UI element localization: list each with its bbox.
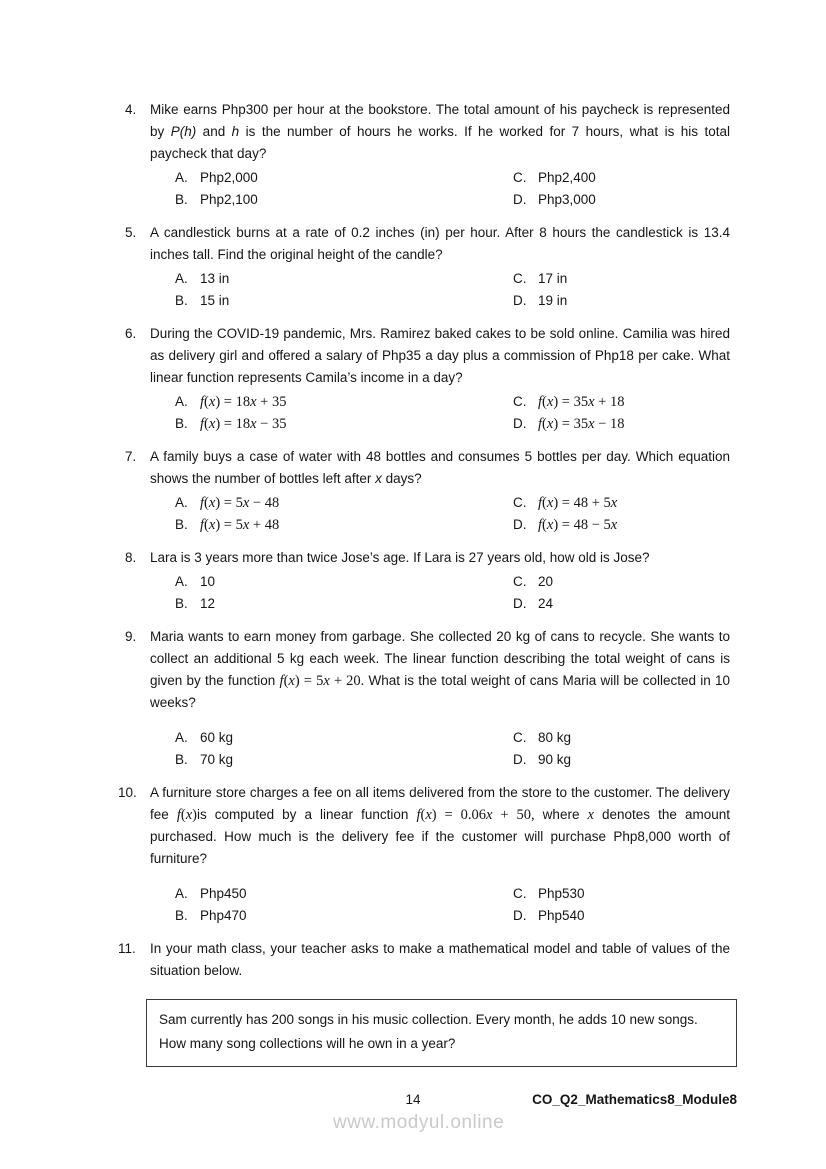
options-row xyxy=(150,727,730,749)
option-letter: C. xyxy=(513,574,527,589)
question-body xyxy=(150,446,730,536)
answer-option xyxy=(175,167,513,189)
option-text: 12 xyxy=(200,596,216,611)
options-row xyxy=(150,883,730,905)
option-text: 15 in xyxy=(200,293,230,308)
option-letter: B. xyxy=(175,908,188,923)
question-text: Mike earns Php300 per hour at the bookstore. The total amount of his paycheck is represented by P(h) and h is the number of hours he works. If he worked for 7 hours, what is his total paycheck that day? xyxy=(150,102,730,161)
question-item xyxy=(118,626,730,771)
question-text: A family buys a case of water with 48 bottles and consumes 5 bottles per day. Which equation shows the number of bottles left after x days? xyxy=(150,449,730,486)
question-text: A candlestick burns at a rate of 0.2 inches (in) per hour. After 8 hours the candlestick is 13.4 inches tall. Find the original height of the candle? xyxy=(150,225,730,262)
options-row xyxy=(150,571,730,593)
option-text: 70 kg xyxy=(200,752,234,767)
option-text xyxy=(200,413,286,435)
question-text: Maria wants to earn money from garbage. She collected 20 kg of cans to recycle. She wants to collect an additional 5 kg each week. The linear function describing the total weight of cans is given by the function f(x) = 5x + 20. What is the total weight of cans Maria will be collected in 10 weeks? xyxy=(150,629,730,710)
option-text: Php530 xyxy=(538,886,585,901)
answer-option xyxy=(513,905,730,927)
option-text: Php470 xyxy=(200,908,247,923)
question-item xyxy=(118,938,730,1067)
option-text xyxy=(538,391,624,413)
answer-option xyxy=(513,727,730,749)
option-letter: C. xyxy=(513,495,527,510)
question-body xyxy=(150,782,730,927)
option-letter: B. xyxy=(175,596,188,611)
option-letter: A. xyxy=(175,394,188,409)
italic-variable: h xyxy=(231,124,240,139)
option-letter: A. xyxy=(175,730,188,745)
option-letter: A. xyxy=(175,495,188,510)
math-expression: f(x) = 5x − 48 xyxy=(200,495,280,511)
answer-option xyxy=(513,749,730,771)
option-letter: A. xyxy=(175,170,188,185)
option-letter: B. xyxy=(175,752,188,767)
answer-option xyxy=(513,593,730,615)
option-text: Php2,400 xyxy=(538,170,596,185)
math-expression: f(x) = 0.06x + 50, xyxy=(416,807,535,823)
answer-option xyxy=(175,883,513,905)
answer-option xyxy=(513,189,730,211)
option-text xyxy=(200,492,279,514)
question-number: 6. xyxy=(125,326,137,341)
question-body xyxy=(150,626,730,771)
option-letter: A. xyxy=(175,886,188,901)
answer-option xyxy=(513,268,730,290)
question-number: 8. xyxy=(125,550,137,565)
answer-option xyxy=(513,883,730,905)
option-text: Php540 xyxy=(538,908,585,923)
math-expression: f(x) = 5x + 20. xyxy=(279,673,365,689)
option-text: Php2,000 xyxy=(200,170,258,185)
option-letter: B. xyxy=(175,517,188,532)
option-text: Php450 xyxy=(200,886,247,901)
option-letter: C. xyxy=(513,271,527,286)
option-letter: B. xyxy=(175,416,188,431)
options-row xyxy=(150,413,730,435)
question-body xyxy=(150,323,730,435)
question-number: 5. xyxy=(125,225,137,240)
math-expression: f(x) xyxy=(176,807,197,823)
option-text: Php2,100 xyxy=(200,192,258,207)
questions-list xyxy=(118,99,730,1078)
option-text xyxy=(538,492,617,514)
question-item xyxy=(118,446,730,536)
options-row xyxy=(150,167,730,189)
math-expression: f(x) = 48 − 5x xyxy=(538,517,618,533)
options-row xyxy=(150,593,730,615)
page-number: 14 xyxy=(405,1092,421,1107)
option-letter: C. xyxy=(513,170,527,185)
italic-variable: x xyxy=(375,471,382,486)
option-text xyxy=(538,413,624,435)
answer-option xyxy=(175,905,513,927)
answer-option xyxy=(175,593,513,615)
answer-option xyxy=(175,749,513,771)
options-row xyxy=(150,290,730,312)
question-item xyxy=(118,547,730,615)
option-text xyxy=(538,514,617,536)
answer-option xyxy=(513,492,730,514)
option-text: 24 xyxy=(538,596,554,611)
options-group xyxy=(150,492,730,536)
options-group xyxy=(150,571,730,615)
option-text: 10 xyxy=(200,574,216,589)
question-text: In your math class, your teacher asks to make a mathematical model and table of values of the situation below. xyxy=(150,941,730,978)
answer-option xyxy=(175,514,513,536)
options-row xyxy=(150,905,730,927)
answer-option xyxy=(175,391,513,413)
option-text xyxy=(200,391,286,413)
module-code: CO_Q2_Mathematics8_Module8 xyxy=(532,1092,737,1107)
options-row xyxy=(150,492,730,514)
question-text: During the COVID-19 pandemic, Mrs. Ramirez baked cakes to be sold online. Camilia was hired as delivery girl and offered a salary of Php35 a day plus a commission of Php18 per cake. What linear function represents Camila’s income in a day? xyxy=(150,326,730,385)
answer-option xyxy=(175,571,513,593)
answer-option xyxy=(513,413,730,435)
options-row xyxy=(150,268,730,290)
italic-variable: P(h) xyxy=(170,124,197,139)
option-letter: A. xyxy=(175,271,188,286)
option-letter: D. xyxy=(513,908,527,923)
option-letter: D. xyxy=(513,752,527,767)
question-number: 7. xyxy=(125,449,137,464)
option-letter: A. xyxy=(175,574,188,589)
situation-box: Sam currently has 200 songs in his music collection. Every month, he adds 10 new songs. How many song collections will he own in a year? xyxy=(146,999,737,1067)
watermark-text: www.modyul.online xyxy=(333,1112,505,1133)
question-body xyxy=(150,938,730,1067)
math-expression: f(x) = 5x + 48 xyxy=(200,517,280,533)
question-item xyxy=(118,782,730,927)
option-text: 19 in xyxy=(538,293,568,308)
options-row xyxy=(150,514,730,536)
option-text: 20 xyxy=(538,574,554,589)
option-letter: B. xyxy=(175,293,188,308)
options-row xyxy=(150,391,730,413)
option-text: 17 in xyxy=(538,271,568,286)
options-group xyxy=(150,883,730,927)
options-group xyxy=(150,268,730,312)
answer-option xyxy=(513,571,730,593)
math-expression: x xyxy=(587,807,594,823)
answer-option xyxy=(513,514,730,536)
options-group xyxy=(150,391,730,435)
options-row xyxy=(150,189,730,211)
options-row xyxy=(150,749,730,771)
option-text: Php3,000 xyxy=(538,192,596,207)
math-expression: f(x) = 35x + 18 xyxy=(538,394,625,410)
answer-option xyxy=(175,727,513,749)
question-number: 4. xyxy=(125,102,137,117)
option-letter: D. xyxy=(513,596,527,611)
question-number: 10. xyxy=(118,785,137,800)
question-item xyxy=(118,222,730,312)
question-item xyxy=(118,323,730,435)
options-group xyxy=(150,167,730,211)
option-text xyxy=(200,514,279,536)
option-text: 90 kg xyxy=(538,752,572,767)
answer-option xyxy=(175,492,513,514)
option-letter: D. xyxy=(513,192,527,207)
option-letter: C. xyxy=(513,394,527,409)
option-letter: C. xyxy=(513,730,527,745)
option-text: 13 in xyxy=(200,271,230,286)
options-group xyxy=(150,727,730,771)
answer-option xyxy=(513,290,730,312)
answer-option xyxy=(175,413,513,435)
math-expression: f(x) = 18x + 35 xyxy=(200,394,287,410)
question-body xyxy=(150,99,730,211)
question-body xyxy=(150,222,730,312)
option-letter: D. xyxy=(513,416,527,431)
option-text: 80 kg xyxy=(538,730,572,745)
math-expression: f(x) = 48 + 5x xyxy=(538,495,618,511)
math-expression: f(x) = 35x − 18 xyxy=(538,416,625,432)
option-letter: D. xyxy=(513,517,527,532)
math-expression: f(x) = 18x − 35 xyxy=(200,416,287,432)
question-number: 9. xyxy=(125,629,137,644)
answer-option xyxy=(175,189,513,211)
answer-option xyxy=(513,391,730,413)
question-item xyxy=(118,99,730,211)
answer-option xyxy=(175,290,513,312)
answer-option xyxy=(513,167,730,189)
answer-option xyxy=(175,268,513,290)
option-letter: D. xyxy=(513,293,527,308)
question-body xyxy=(150,547,730,615)
option-letter: C. xyxy=(513,886,527,901)
option-text: 60 kg xyxy=(200,730,234,745)
option-letter: B. xyxy=(175,192,188,207)
question-text: A furniture store charges a fee on all items delivered from the store to the customer. The delivery fee f(x)is computed by a linear function f(x) = 0.06x + 50, where x denotes the amount purchased. How much is the delivery fee if the customer will purchase Php8,000 worth of furniture? xyxy=(150,785,730,866)
question-number: 11. xyxy=(118,941,136,956)
question-text: Lara is 3 years more than twice Jose’s age. If Lara is 27 years old, how old is Jose? xyxy=(150,550,650,565)
